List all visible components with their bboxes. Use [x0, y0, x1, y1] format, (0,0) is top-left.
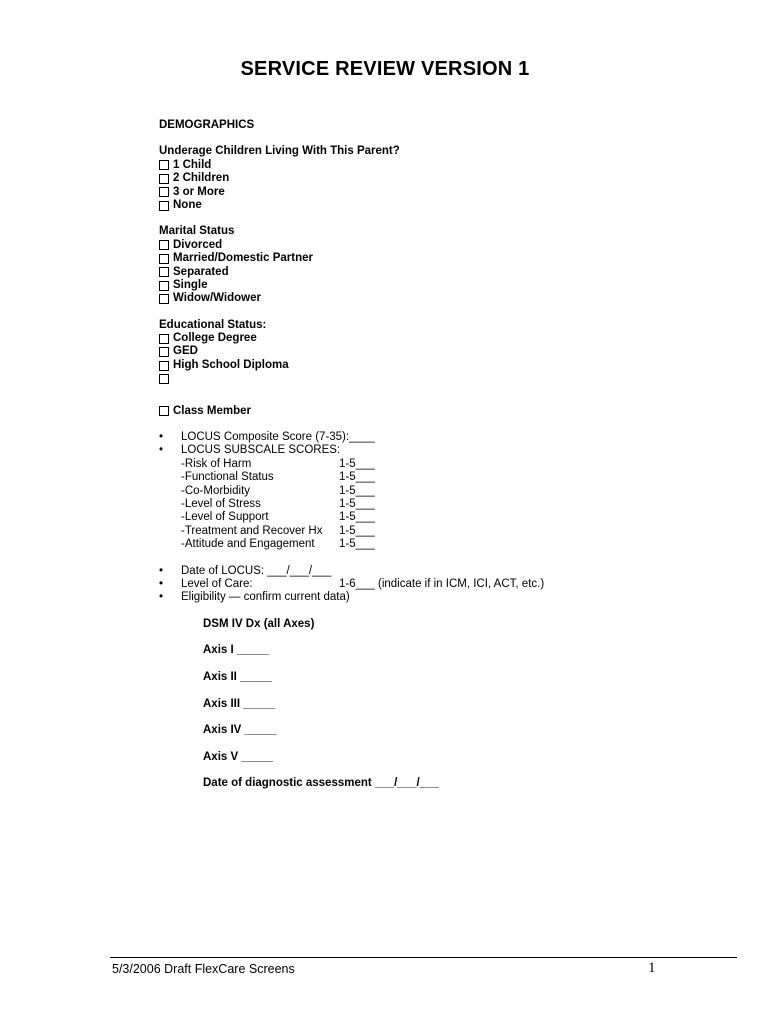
bullet-icon: •	[159, 577, 164, 590]
checkbox-icon[interactable]	[159, 334, 169, 344]
checkbox-option[interactable]: Divorced	[159, 239, 719, 252]
axis-field: Axis V _____	[203, 750, 274, 763]
level-of-care-item: • Level of Care: 1-6___ (indicate if in ICM, ICI, ACT, etc.)	[159, 577, 545, 590]
bullet-icon: •	[159, 591, 164, 604]
checkbox-icon[interactable]	[159, 347, 169, 357]
checkbox-icon[interactable]	[159, 406, 169, 416]
diagnostic-date-field: Date of diagnostic assessment ___/___/___	[203, 777, 439, 790]
subscale-row: -Co-Morbidity 1-5___	[181, 484, 375, 497]
axis-field: Axis IV _____	[203, 724, 277, 737]
demographics-heading: DEMOGRAPHICS	[159, 119, 255, 131]
footer-text: 5/3/2006 Draft FlexCare Screens	[112, 962, 295, 976]
page-number: 1	[648, 960, 656, 976]
dsm-heading: DSM IV Dx (all Axes)	[203, 617, 315, 630]
page-title: SERVICE REVIEW VERSION 1	[240, 58, 530, 80]
subscale-row: -Risk of Harm 1-5___	[181, 457, 375, 470]
bullet-icon: •	[159, 564, 164, 577]
subscale-row: -Attitude and Engagement 1-5___	[181, 538, 375, 551]
class-member-option[interactable]: Class Member	[159, 405, 719, 418]
eligibility-item: • Eligibility — confirm current data)	[159, 591, 350, 604]
subscale-row: -Functional Status 1-5___	[181, 471, 375, 484]
checkbox-icon[interactable]	[159, 267, 169, 277]
footer-divider	[110, 957, 737, 958]
checkbox-icon[interactable]	[159, 361, 169, 371]
marital-status-label: Marital Status	[159, 225, 235, 238]
checkbox-icon[interactable]	[159, 201, 169, 211]
checkbox-option[interactable]	[159, 372, 719, 385]
checkbox-option[interactable]: High School Diploma	[159, 359, 719, 372]
bullet-icon: •	[159, 444, 164, 457]
subscale-row: -Treatment and Recover Hx 1-5___	[181, 524, 375, 537]
axis-field: Axis III _____	[203, 697, 276, 710]
checkbox-icon[interactable]	[159, 174, 169, 184]
axis-field: Axis I _____	[203, 644, 269, 657]
checkbox-option[interactable]: Married/Domestic Partner	[159, 252, 719, 265]
locus-subscale-heading: • LOCUS SUBSCALE SCORES:	[159, 444, 341, 457]
checkbox-option[interactable]: GED	[159, 345, 719, 358]
checkbox-option[interactable]: 3 or More	[159, 186, 719, 199]
checkbox-icon[interactable]	[159, 374, 169, 384]
checkbox-icon[interactable]	[159, 294, 169, 304]
locus-date-item: • Date of LOCUS: ___/___/___	[159, 564, 332, 577]
checkbox-icon[interactable]	[159, 240, 169, 250]
checkbox-option[interactable]: Separated	[159, 266, 719, 279]
checkbox-option[interactable]: Widow/Widower	[159, 292, 719, 305]
educational-status-label: Educational Status:	[159, 318, 267, 331]
checkbox-icon[interactable]	[159, 254, 169, 264]
checkbox-option[interactable]: None	[159, 199, 719, 212]
children-question: Underage Children Living With This Parent?	[159, 145, 400, 158]
checkbox-icon[interactable]	[159, 160, 169, 170]
checkbox-option[interactable]: 2 Children	[159, 172, 719, 185]
subscale-row: -Level of Support 1-5___	[181, 511, 375, 524]
checkbox-option[interactable]: 1 Child	[159, 159, 719, 172]
checkbox-option[interactable]: Single	[159, 279, 719, 292]
axis-field: Axis II _____	[203, 670, 273, 683]
form-body	[159, 119, 719, 804]
bullet-icon: •	[159, 431, 164, 444]
locus-composite-item: • LOCUS Composite Score (7-35):____	[159, 431, 375, 444]
dsm-section	[159, 618, 719, 804]
subscale-row: -Level of Stress 1-5___	[181, 497, 375, 510]
checkbox-icon[interactable]	[159, 187, 169, 197]
checkbox-icon[interactable]	[159, 281, 169, 291]
checkbox-option[interactable]: College Degree	[159, 332, 719, 345]
